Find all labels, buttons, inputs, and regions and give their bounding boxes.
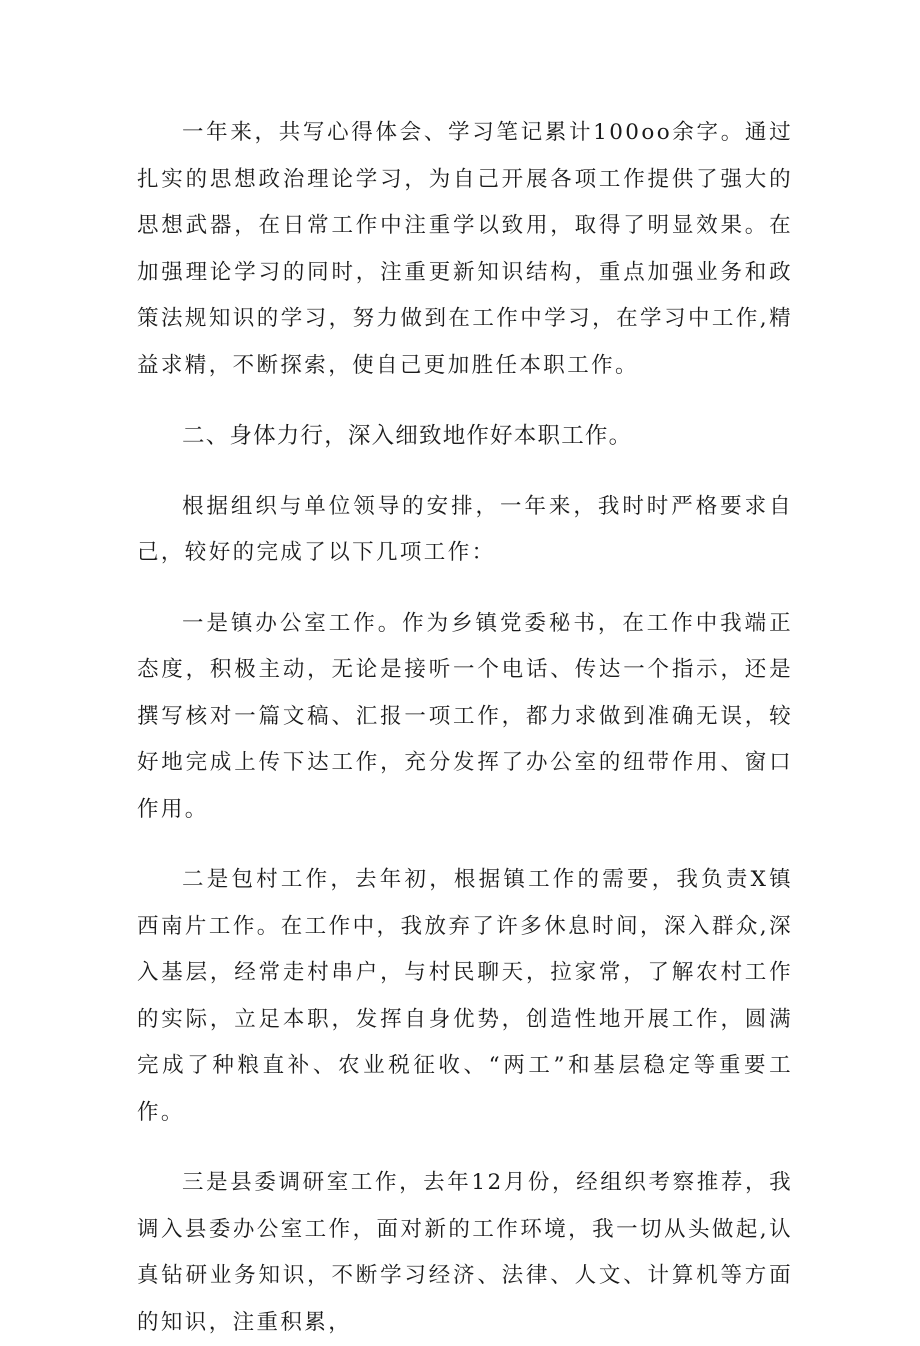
section-heading: 二、身体力行，深入细致地作好本职工作。 xyxy=(182,423,633,449)
paragraph-village-work: 二是包村工作，去年初，根据镇工作的需要，我负责X镇西南片工作。在工作中，我放弃了许多休息时间，深入群众,深入基层，经常走村串户，与村民聊天，拉家常，了解农村工作的实际，立足本职，发挥自身优势，创造性地开展工作，圆满完成了种粮直补、农业税征收、“两工”和基层稳定等重要工作。 xyxy=(137,867,793,1125)
paragraph-research-office-work: 三是县委调研室工作，去年12月份，经组织考察推荐，我调入县委办公室工作，面对新的工作环境，我一切从头做起,认真钻研业务知识，不断学习经济、法律、人文、计算机等方面的知识，注重积累， xyxy=(137,1170,793,1335)
document-body xyxy=(137,110,793,1346)
paragraph-office-work: 一是镇办公室工作。作为乡镇党委秘书，在工作中我端正态度，积极主动，无论是接听一个电话、传达一个指示，还是撰写核对一篇文稿、汇报一项工作，都力求做到准确无误，较好地完成上传下达工作，充分发挥了办公室的纽带作用、窗口作用。 xyxy=(137,610,793,822)
paragraph-work-overview: 根据组织与单位领导的安排，一年来，我时时严格要求自己，较好的完成了以下几项工作： xyxy=(137,493,793,565)
paragraph-theory-study: 一年来，共写心得体会、学习笔记累计100oo余字。通过扎实的思想政治理论学习，为自己开展各项工作提供了强大的思想武器，在日常工作中注重学以致用，取得了明显效果。在加强理论学习的同时，注重更新知识结构，重点加强业务和政策法规知识的学习，努力做到在工作中学习，在学习中工作,精益求精，不断探索，使自己更加胜任本职工作。 xyxy=(137,120,793,378)
